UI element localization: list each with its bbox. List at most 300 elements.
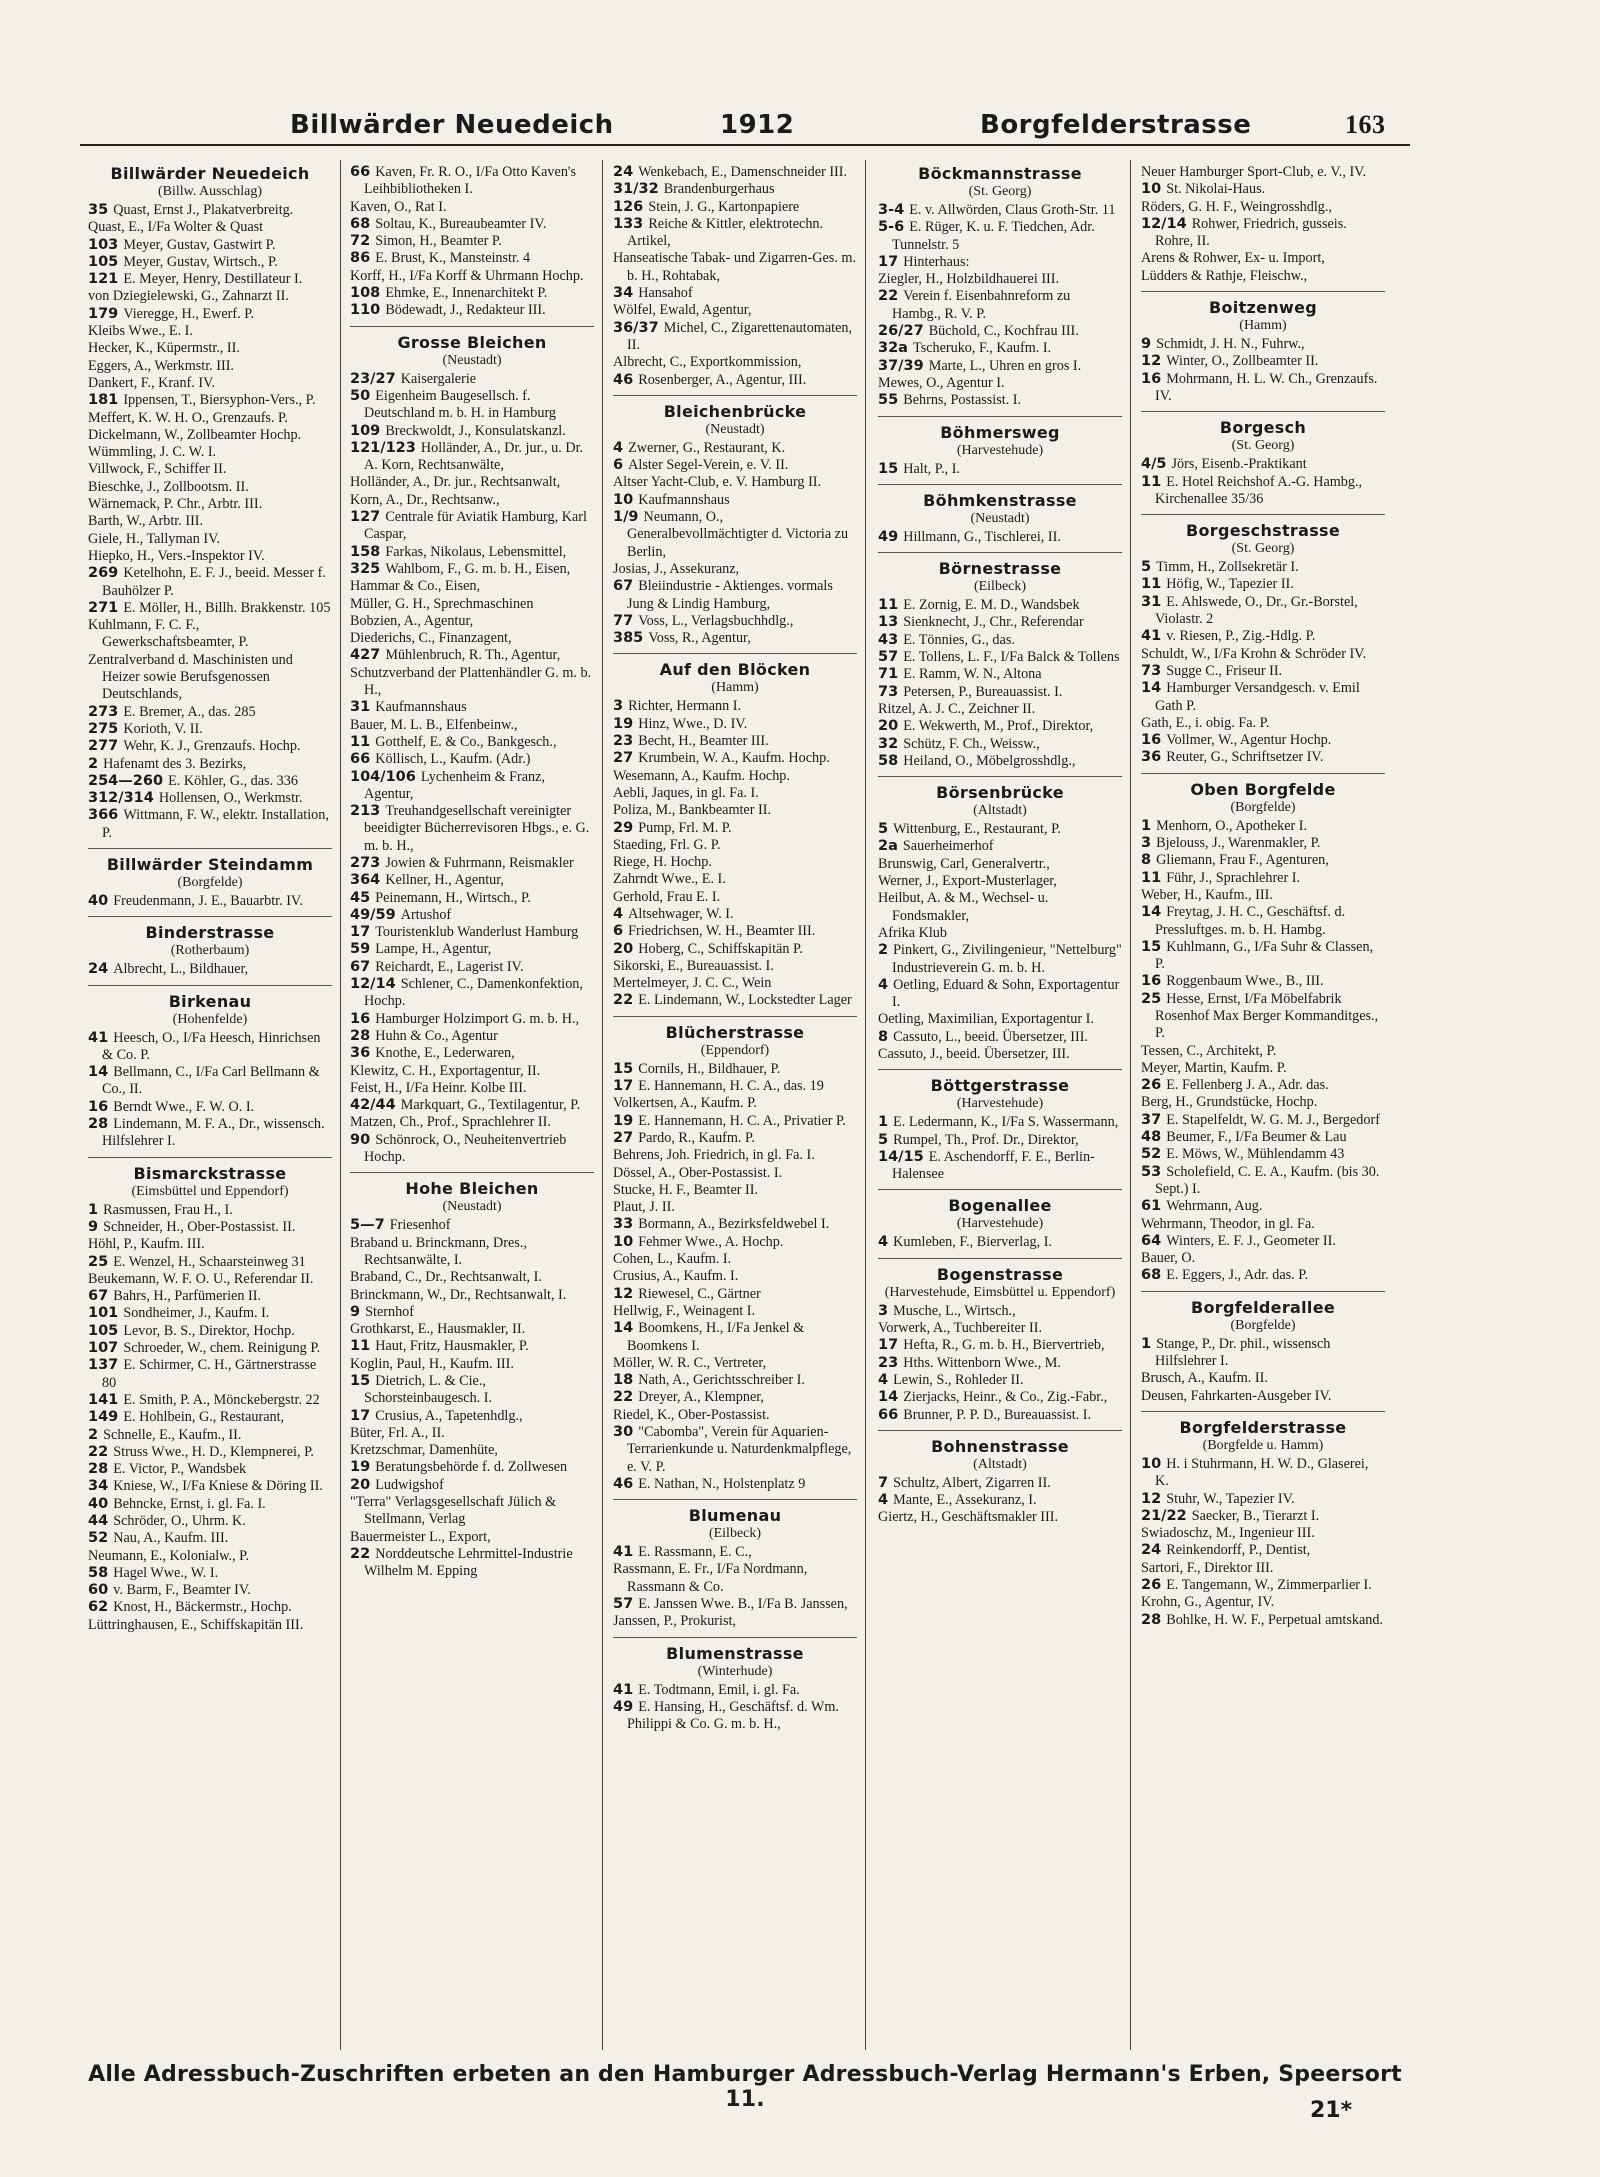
directory-entry	[1141, 1577, 1385, 1594]
resident-text: Hoberg, C., Schiffskapitän P.	[638, 940, 803, 957]
resident-text: Wehrmann, Theodor, in gl. Fa.	[1141, 1215, 1315, 1232]
house-number: 67	[88, 1288, 114, 1305]
resident-text: Bormann, A., Bezirksfeldwebel I.	[638, 1216, 830, 1233]
directory-entry	[613, 1561, 857, 1596]
resident-text: Gotthelf, E. & Co., Bankgesch.,	[375, 733, 557, 750]
directory-entry	[878, 736, 1122, 753]
directory-entry	[88, 1219, 332, 1236]
resident-text: Verein f. Eisenbahnreform zu Hambg., R. V. P.	[892, 288, 1071, 322]
directory-entry	[88, 1202, 332, 1219]
house-number: 46	[613, 371, 639, 388]
street-district: (Harvestehude)	[956, 1216, 1044, 1232]
resident-text: Bauermeister L., Export,	[350, 1528, 491, 1545]
directory-entry	[1141, 199, 1385, 216]
resident-text: Stuhr, W., Tapezier IV.	[1166, 1490, 1295, 1507]
house-number: 1	[1141, 1335, 1157, 1352]
resident-text: E. Meyer, Henry, Destillateur I.	[123, 271, 303, 288]
directory-entry	[613, 1078, 857, 1095]
street-heading: Grosse Bleichen	[397, 332, 547, 352]
street-section	[1141, 1411, 1385, 1629]
directory-entry	[613, 1061, 857, 1078]
house-number: 312/314	[88, 790, 159, 807]
house-number: 46	[613, 1475, 639, 1492]
directory-entry	[613, 250, 857, 285]
directory-entry	[613, 716, 857, 733]
street-heading: Boitzenweg	[1209, 298, 1317, 318]
directory-entry	[1141, 732, 1385, 749]
house-number: 1	[878, 1114, 894, 1131]
directory-entry	[1141, 939, 1385, 974]
directory-entry	[350, 751, 594, 768]
house-number: 21/22	[1141, 1507, 1192, 1524]
house-number: 12	[1141, 353, 1167, 370]
directory-entry	[613, 1216, 857, 1233]
directory-entry	[88, 323, 332, 340]
resident-text: Cassuto, J., beeid. Übersetzer, III.	[878, 1045, 1070, 1062]
resident-text: Heilbut, A. & M., Wechsel- u. Fondsmakler,	[878, 890, 1049, 924]
directory-entry	[350, 371, 594, 388]
street-heading: Böhmersweg	[940, 422, 1060, 442]
directory-entry	[878, 1389, 1122, 1406]
street-district: (Eimsbüttel und Eppendorf)	[131, 1183, 289, 1199]
directory-entry	[88, 444, 332, 461]
resident-text: Riege, H. Hochp.	[613, 854, 712, 871]
house-number: 14	[1141, 680, 1167, 697]
house-number: 10	[1141, 1455, 1167, 1472]
resident-text: E. Hannemann, H. C. A., das. 19	[638, 1078, 824, 1095]
directory-entry	[613, 216, 857, 251]
directory-entry	[350, 665, 594, 700]
street-heading: Böckmannstrasse	[918, 164, 1082, 183]
directory-entry	[350, 734, 594, 751]
directory-entry	[88, 565, 332, 600]
street-heading: Borgfelderstrasse	[1179, 1417, 1347, 1437]
resident-text: Marte, L., Uhren en gros I.	[928, 357, 1082, 374]
directory-entry	[88, 893, 332, 910]
house-number: 67	[613, 578, 639, 595]
resident-text: Jörs, Eisenb.-Praktikant	[1171, 456, 1307, 473]
resident-text: Beratungsbehörde f. d. Zollwesen	[375, 1459, 568, 1476]
directory-entry	[88, 704, 332, 721]
house-number: 12/14	[350, 976, 401, 993]
resident-text: Heesch, O., I/Fa Heesch, Hinrichsen & Co. P.	[102, 1029, 321, 1063]
resident-text: Sienknecht, J., Chr., Referendar	[903, 614, 1084, 631]
street-district: (Eilbeck)	[973, 579, 1027, 595]
directory-entry	[88, 756, 332, 773]
house-number: 43	[878, 631, 904, 648]
directory-entry	[878, 856, 1122, 873]
house-number: 254—260	[88, 772, 169, 789]
directory-entry	[613, 613, 857, 630]
resident-text: Behrens, Joh. Friedrich, in gl. Fa. I.	[613, 1147, 815, 1164]
street-heading: Binderstrasse	[145, 923, 275, 943]
house-number: 41	[88, 1029, 114, 1046]
directory-entry	[350, 440, 594, 475]
resident-text: Lewin, S., Rohleder II.	[893, 1371, 1024, 1388]
directory-entry	[613, 941, 857, 958]
house-number: 49	[613, 1698, 639, 1715]
street-district: (Harvestehude, Eimsbüttel u. Eppendorf)	[884, 1284, 1116, 1300]
directory-entry	[613, 889, 857, 906]
resident-text: Centrale für Aviatik Hamburg, Karl Caspar,	[364, 509, 587, 543]
directory-entry	[1141, 216, 1385, 251]
directory-entry	[1141, 268, 1385, 285]
house-number: 133	[613, 215, 649, 232]
street-section	[878, 1258, 1122, 1424]
directory-entry	[350, 199, 594, 216]
directory-entry	[1141, 1216, 1385, 1233]
street-section	[1141, 291, 1385, 405]
resident-text: Quast, Ernst J., Plakatverbreitg.	[113, 202, 294, 218]
resident-text: Schuldt, W., I/Fa Krohn & Schröder IV.	[1141, 645, 1367, 662]
directory-entry	[88, 600, 332, 617]
directory-entry	[88, 531, 332, 548]
resident-text: Schlener, C., Damenkonfektion, Hochp.	[364, 976, 583, 1010]
directory-entry	[613, 181, 857, 198]
directory-entry	[350, 1269, 594, 1286]
directory-entry	[350, 890, 594, 907]
resident-text: Höhl, P., Kaufm. III.	[88, 1236, 205, 1253]
house-number: 27	[613, 1129, 639, 1146]
house-number: 25	[1141, 990, 1167, 1007]
street-heading: Bogenstrasse	[936, 1264, 1064, 1284]
house-number: 50	[350, 387, 376, 404]
directory-entry	[88, 202, 332, 219]
resident-text: Beukemann, W. F. O. U., Referendar II.	[88, 1270, 314, 1287]
directory-entry	[350, 250, 594, 267]
directory-entry	[878, 684, 1122, 701]
street-district: (Neustadt)	[970, 510, 1030, 526]
directory-entry	[878, 358, 1122, 375]
directory-entry	[350, 509, 594, 544]
resident-text: Ritzel, A. J. C., Zeichner II.	[878, 700, 1036, 717]
directory-entry	[613, 958, 857, 975]
resident-text: Albrecht, L., Bildhauer,	[113, 961, 249, 978]
resident-text: Hecker, K., Küpermstr., II.	[88, 340, 240, 357]
resident-text: E. Stapelfeldt, W. G. M. J., Bergedorf	[1166, 1111, 1380, 1128]
house-number: 273	[350, 854, 386, 871]
directory-entry	[350, 578, 594, 595]
resident-text: Kaufmannshaus	[375, 699, 467, 716]
resident-text: Tscheruko, F., Kaufm. I.	[913, 340, 1052, 357]
resident-text: Büter, Frl. A., II.	[350, 1424, 445, 1441]
directory-entry	[350, 613, 594, 630]
resident-text: E. Möws, W., Mühlendamm 43	[1166, 1146, 1345, 1163]
house-number: 41	[613, 1681, 639, 1698]
directory-entry	[1141, 371, 1385, 406]
resident-text: E. Wenzel, H., Schaarsteinweg 31	[113, 1253, 306, 1270]
house-number: 16	[350, 1010, 376, 1027]
house-number: 271	[88, 599, 124, 616]
street-district: (Hohenfelde)	[172, 1011, 248, 1027]
house-number: 45	[350, 889, 376, 906]
house-number: 29	[613, 819, 639, 836]
resident-text: Hagel Wwe., W. I.	[113, 1564, 219, 1581]
house-number: 107	[88, 1340, 124, 1357]
directory-entry	[613, 802, 857, 819]
house-number: 4	[878, 1492, 894, 1509]
house-number: 11	[1141, 473, 1167, 490]
house-number: 61	[1141, 1198, 1167, 1215]
directory-entry	[1141, 870, 1385, 887]
resident-text: Koglin, Paul, H., Kaufm. III.	[350, 1355, 514, 1372]
house-number: 68	[350, 215, 376, 232]
street-district: (Altstadt)	[973, 1456, 1027, 1472]
resident-text: "Terra" Verlagsgesellschaft Jülich & Stellmann, Verlag	[350, 1494, 557, 1528]
directory-entry	[350, 561, 594, 578]
directory-entry	[350, 1529, 594, 1546]
house-number: 37	[1141, 1111, 1167, 1128]
resident-text: Schroeder, W., chem. Reinigung P.	[123, 1340, 321, 1357]
column-2	[342, 160, 603, 2050]
directory-entry	[1141, 576, 1385, 593]
resident-text: E. Victor, P., Wandsbek	[113, 1461, 247, 1478]
resident-text: Struss Wwe., H. D., Klempnerei, P.	[113, 1443, 314, 1460]
resident-text: Schnelle, E., Kaufm., II.	[103, 1426, 242, 1443]
resident-text: Riedel, K., Ober-Postassist.	[613, 1406, 770, 1423]
resident-text: Hansahof	[638, 285, 693, 302]
resident-text: Wittenburg, E., Restaurant, P.	[893, 821, 1061, 838]
resident-text: Breckwoldt, J., Konsulatskanzl.	[385, 422, 566, 439]
directory-entry	[1141, 973, 1385, 990]
resident-text: Pinkert, G., Zivilingenieur, "Nettelburg" Industrieverein G. m. b. H.	[892, 942, 1122, 976]
house-number: 15	[1141, 938, 1167, 955]
house-number: 31	[1141, 593, 1167, 610]
house-number: 126	[613, 198, 649, 215]
house-number: 52	[1141, 1146, 1167, 1163]
house-number: 2	[878, 942, 894, 959]
resident-text: Norddeutsche Lehrmittel-Industrie Wilhelm M. Epping	[364, 1545, 573, 1580]
house-number: 8	[1141, 852, 1157, 869]
directory-entry	[613, 1234, 857, 1251]
resident-text: Staeding, Frl. G. P.	[613, 836, 721, 853]
resident-text: Kellner, H., Agentur,	[385, 872, 504, 889]
resident-text: Führ, J., Sprachlehrer I.	[1166, 869, 1301, 886]
street-district: (St. Georg)	[1231, 438, 1295, 454]
house-number: 5—7	[350, 1217, 390, 1234]
street-heading: Borgeschstrasse	[1185, 521, 1341, 541]
house-number: 77	[613, 612, 639, 629]
directory-entry	[613, 199, 857, 216]
directory-entry	[1141, 646, 1385, 663]
resident-text: Hinterhaus:	[903, 253, 970, 270]
resident-text: Pardo, R., Kaufm. P.	[638, 1129, 755, 1146]
directory-entry	[1141, 1112, 1385, 1129]
resident-text: Simon, H., Beamter P.	[375, 233, 502, 250]
house-number: 23	[878, 1354, 904, 1371]
resident-text: Wesemann, A., Kaufm. Hochp.	[613, 767, 790, 784]
resident-text: Brunswig, Carl, Generalvertr.,	[878, 855, 1050, 872]
resident-text: Halt, P., I.	[903, 460, 960, 477]
directory-entry	[88, 807, 332, 842]
directory-entry	[350, 647, 594, 664]
street-district: (Eilbeck)	[708, 1526, 762, 1542]
resident-text: E. Rüger, K. u. F. Tiedchen, Adr. Tunnelstr. 5	[892, 219, 1095, 253]
resident-text: Poliza, M., Bankbeamter II.	[613, 802, 771, 819]
house-number: 35	[88, 202, 114, 218]
house-number: 90	[350, 1131, 376, 1148]
directory-entry	[350, 1063, 594, 1080]
house-number: 104/106	[350, 768, 421, 785]
resident-text: E. v. Allwörden, Claus Groth-Str. 11	[909, 202, 1116, 218]
resident-text: Friedrichsen, W. H., Beamter III.	[628, 923, 816, 940]
directory-entry	[350, 717, 594, 734]
house-number: 10	[1141, 181, 1167, 198]
directory-entry	[878, 219, 1122, 254]
directory-entry	[613, 820, 857, 837]
resident-text: Werner, J., Export-Musterlager,	[878, 873, 1057, 890]
house-number: 41	[613, 1544, 639, 1561]
street-section	[878, 1069, 1122, 1183]
resident-text: Crusius, A., Kaufm. I.	[613, 1268, 739, 1285]
house-number: 11	[878, 597, 904, 614]
resident-text: Bauer, M. L. B., Elfenbeinw.,	[350, 716, 518, 733]
resident-text: Timm, H., Zollsekretär I.	[1156, 559, 1299, 576]
resident-text: E. Nathan, N., Holstenplatz 9	[638, 1475, 806, 1492]
resident-text: E. Lindemann, W., Lockstedter Lager	[638, 992, 852, 1009]
directory-entry	[88, 340, 332, 357]
directory-entry	[350, 1114, 594, 1131]
house-number: 64	[1141, 1232, 1167, 1249]
resident-text: Albrecht, C., Exportkommission,	[613, 354, 802, 371]
directory-entry	[1141, 1594, 1385, 1611]
house-number: 4	[613, 905, 629, 922]
house-number: 4	[613, 439, 629, 456]
resident-text: E. Ramm, W. N., Altona	[903, 666, 1042, 683]
resident-text: Berndt Wwe., F. W. O. I.	[113, 1098, 255, 1115]
resident-text: Janssen, P., Prokurist,	[613, 1613, 736, 1630]
resident-text: Haut, Fritz, Hausmakler, P.	[375, 1338, 529, 1355]
resident-text: Freytag, J. H. C., Geschäftsf. d. Pressluftges. m. b. H. Hambg.	[1155, 904, 1346, 938]
house-number: 57	[878, 649, 904, 666]
resident-text: Wehrmann, Aug.	[1166, 1198, 1263, 1215]
house-number: 72	[350, 233, 376, 250]
street-district: (Neustadt)	[705, 421, 765, 437]
street-heading: Birkenau	[168, 991, 252, 1011]
house-number: 18	[613, 1372, 639, 1389]
house-number: 4	[878, 1371, 894, 1388]
street-section	[878, 776, 1122, 1063]
directory-entry	[350, 1235, 594, 1270]
street-section	[1141, 164, 1385, 285]
street-heading: Böhmkenstrasse	[923, 490, 1077, 510]
house-number: 22	[613, 1389, 639, 1406]
house-number: 68	[1141, 1267, 1167, 1284]
resident-text: Gliemann, Frau F., Agenturen,	[1156, 852, 1329, 869]
house-number: 14/15	[878, 1148, 929, 1165]
house-number: 17	[878, 1337, 904, 1354]
directory-entry	[613, 698, 857, 715]
house-number: 37/39	[878, 357, 929, 374]
resident-text: v. Barm, F., Beamter IV.	[113, 1582, 251, 1599]
house-number: 8	[878, 1028, 894, 1045]
resident-text: Müller, G. H., Sprechmaschinen	[350, 595, 534, 612]
directory-entry	[1141, 1542, 1385, 1559]
resident-text: Lampe, H., Agentur,	[375, 941, 492, 958]
street-heading: Hohe Bleichen	[405, 1179, 539, 1199]
resident-text: Afrika Klub	[878, 924, 947, 941]
resident-text: Schultz, Albert, Zigarren II.	[893, 1474, 1051, 1491]
directory-entry	[350, 285, 594, 302]
directory-entry	[88, 461, 332, 478]
house-number: 427	[350, 647, 386, 664]
resident-text: Deusen, Fahrkarten-Ausgeber IV.	[1141, 1387, 1332, 1404]
directory-entry	[878, 529, 1122, 546]
house-number: 22	[350, 1545, 376, 1562]
directory-entry	[350, 423, 594, 440]
directory-entry	[350, 976, 594, 1011]
resident-text: Nau, A., Kaufm. III.	[113, 1530, 229, 1547]
resident-text: Dickelmann, W., Zollbeamter Hochp.	[88, 426, 302, 443]
resident-text: Schröder, O., Uhrm. K.	[113, 1513, 246, 1529]
street-section	[350, 326, 594, 1167]
house-number: 26	[1141, 1577, 1167, 1593]
resident-text: Lindemann, M. F. A., Dr., wissensch. Hilfslehrer I.	[102, 1116, 325, 1150]
resident-text: E. Hohlbein, G., Restaurant,	[123, 1409, 285, 1426]
directory-entry	[613, 1389, 857, 1406]
house-number: 277	[88, 738, 124, 755]
resident-text: E. Hotel Reichshof A.-G. Hambg., Kirchenallee 35/36	[1155, 473, 1363, 507]
directory-entry	[88, 773, 332, 790]
resident-text: Tessen, C., Architekt, P.	[1141, 1042, 1277, 1059]
directory-entry	[88, 1305, 332, 1322]
directory-entry	[350, 1477, 594, 1494]
house-number: 28	[88, 1116, 114, 1133]
resident-text: E. Zornig, E. M. D., Wandsbek	[903, 597, 1080, 614]
resident-text: Cassuto, L., beeid. Übersetzer, III.	[893, 1028, 1088, 1045]
street-district: (St. Georg)	[968, 184, 1032, 199]
directory-entry	[613, 1286, 857, 1303]
resident-text: Möller, W. R. C., Vertreter,	[613, 1354, 767, 1371]
house-number: 11	[350, 1338, 376, 1355]
resident-text: Korff, H., I/Fa Korff & Uhrmann Hochp.	[350, 267, 584, 284]
directory-entry	[613, 1355, 857, 1372]
directory-entry	[350, 1425, 594, 1442]
resident-text: Sartori, F., Direktor III.	[1141, 1559, 1274, 1576]
house-number: 2	[88, 1426, 104, 1443]
house-number: 57	[613, 1596, 639, 1613]
resident-text: Alster Segel-Verein, e. V. II.	[628, 457, 789, 474]
street-section	[88, 985, 332, 1151]
directory-entry	[88, 1099, 332, 1116]
house-number: 2	[88, 755, 104, 772]
house-number: 22	[613, 992, 639, 1009]
house-number: 58	[878, 752, 904, 769]
house-number: 23/27	[350, 370, 401, 387]
resident-text: Nath, A., Gerichtsschreiber I.	[638, 1372, 805, 1389]
resident-text: Menhorn, O., Apotheker I.	[1156, 817, 1308, 834]
resident-text: Michel, C., Zigarettenautomaten, II.	[627, 319, 853, 353]
directory-entry	[613, 1147, 857, 1164]
resident-text: Eggers, A., Werkmstr. III.	[88, 357, 234, 374]
house-number: 3	[1141, 835, 1157, 852]
resident-text: Aebli, Jaques, in gl. Fa. I.	[613, 784, 759, 801]
directory-entry	[878, 942, 1122, 977]
house-number: 49	[878, 528, 904, 545]
resident-text: Treuhandgesellschaft vereinigter beeidigter Bücherrevisoren Hbgs., e. G. m. b. H.,	[364, 803, 590, 854]
directory-entry	[613, 1699, 857, 1734]
street-district: (Borgfelde u. Hamm)	[1202, 1437, 1324, 1453]
directory-entry	[1141, 1077, 1385, 1094]
resident-text: Mertelmeyer, J. C. C., Wein	[613, 975, 772, 992]
resident-text: Kumleben, F., Bierverlag, I.	[893, 1234, 1052, 1251]
house-number: 58	[88, 1564, 114, 1581]
directory-entry	[88, 1565, 332, 1582]
street-section	[88, 164, 332, 842]
directory-entry	[88, 375, 332, 392]
directory-entry	[350, 1080, 594, 1097]
resident-text: E. Tollens, L. F., I/Fa Balck & Tollens	[903, 649, 1120, 666]
